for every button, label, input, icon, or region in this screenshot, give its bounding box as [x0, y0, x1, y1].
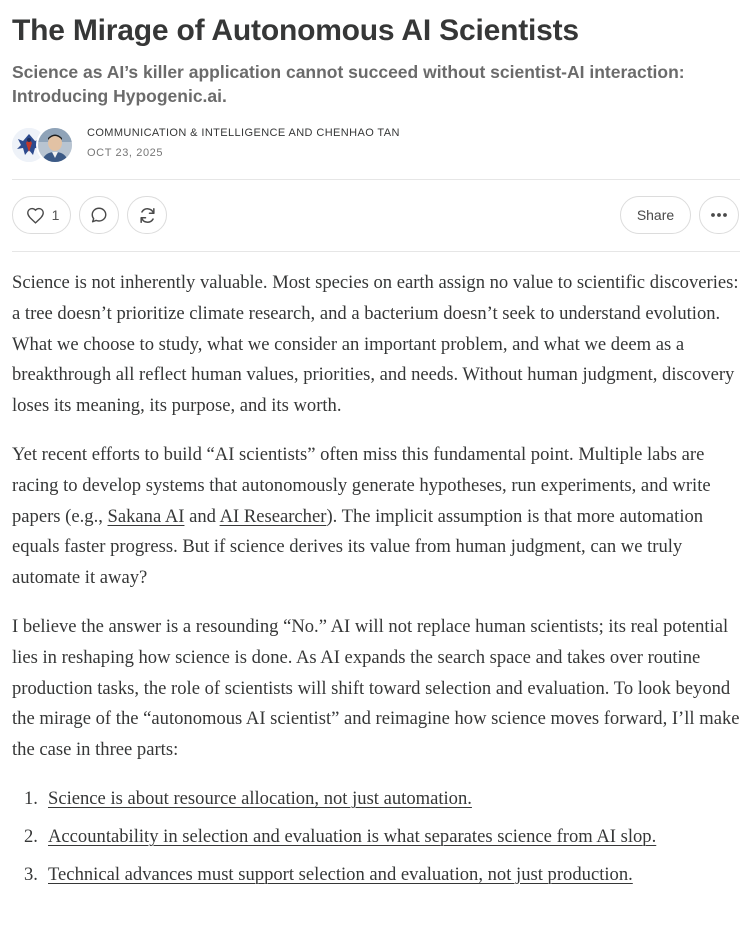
restack-arrows-icon: [138, 206, 157, 225]
sakana-ai-link[interactable]: Sakana AI: [107, 505, 185, 527]
author-avatars[interactable]: [12, 124, 76, 164]
like-count: 1: [51, 207, 60, 223]
list-number: 2.: [24, 825, 38, 847]
comment-button[interactable]: [79, 196, 119, 234]
outline-link[interactable]: Accountability in selection and evaluation is what separates science from AI slop.: [48, 825, 657, 847]
paragraph-text: Yet recent efforts to build “AI scientists” often miss this fundamental point. Multiple labs are racing to develop systems that autonomously generate hypotheses, run experiments, and write papers (e.g.,: [12, 443, 711, 527]
share-button[interactable]: Share: [620, 196, 691, 234]
outline-link[interactable]: Science is about resource allocation, not just automation.: [48, 787, 472, 809]
post-title: The Mirage of Autonomous AI Scientists: [12, 14, 579, 47]
paragraph: Science is not inherently valuable. Most species on earth assign no value to scientific discoveries: a tree doesn’t prioritize climate research, and a bacterium doesn’t seek to understand evolution. What we choose to study, what we consider an important problem, and what we deem as a breakthrough all reflect human values, priorities, and needs. Without human judgment, discovery loses its meaning, its purpose, and its worth.: [12, 272, 739, 417]
author-names[interactable]: COMMUNICATION & INTELLIGENCE AND CHENHAO TAN: [87, 127, 400, 139]
post-subtitle: Science as AI’s killer application cannot succeed without scientist-AI interaction: Introducing Hypogenic.ai.: [12, 62, 685, 106]
post-body: [12, 268, 740, 897]
outline-link[interactable]: Technical advances must support selection and evaluation, not just production.: [48, 863, 633, 885]
divider: [12, 179, 740, 180]
list-item: [12, 860, 740, 891]
byline: [12, 124, 740, 164]
paragraph-text: ). The implicit assumption is that more automation equals faster progress. But if science derives its value from human judgment, can we truly automate it away?: [12, 505, 704, 589]
ai-researcher-link[interactable]: AI Researcher: [219, 505, 327, 527]
list-item: [12, 822, 740, 853]
like-button[interactable]: [12, 196, 71, 234]
list-number: 3.: [24, 863, 38, 885]
outline-list: [12, 784, 740, 890]
divider: [12, 251, 740, 252]
post-date: OCT 23, 2025: [87, 147, 164, 159]
author-avatar[interactable]: [36, 126, 74, 164]
list-number: 1.: [24, 787, 38, 809]
paragraph-text: and: [184, 505, 220, 527]
paragraph: [12, 440, 740, 594]
post-actions: [12, 196, 740, 236]
ellipsis-icon: [710, 212, 728, 218]
more-options-button[interactable]: [699, 196, 739, 234]
speech-bubble-icon: [90, 206, 108, 224]
list-item: [12, 784, 740, 815]
paragraph: I believe the answer is a resounding “No.” AI will not replace human scientists; its real potential lies in reshaping how science is done. As AI expands the search space and takes over routine production tasks, the role of scientists will shift toward selection and evaluation. To look beyond the mirage of the “autonomous AI scientist” and reimagine how science moves forward, I’ll make the case in three parts:: [12, 615, 740, 761]
restack-button[interactable]: [127, 196, 167, 234]
heart-icon: [26, 207, 45, 224]
